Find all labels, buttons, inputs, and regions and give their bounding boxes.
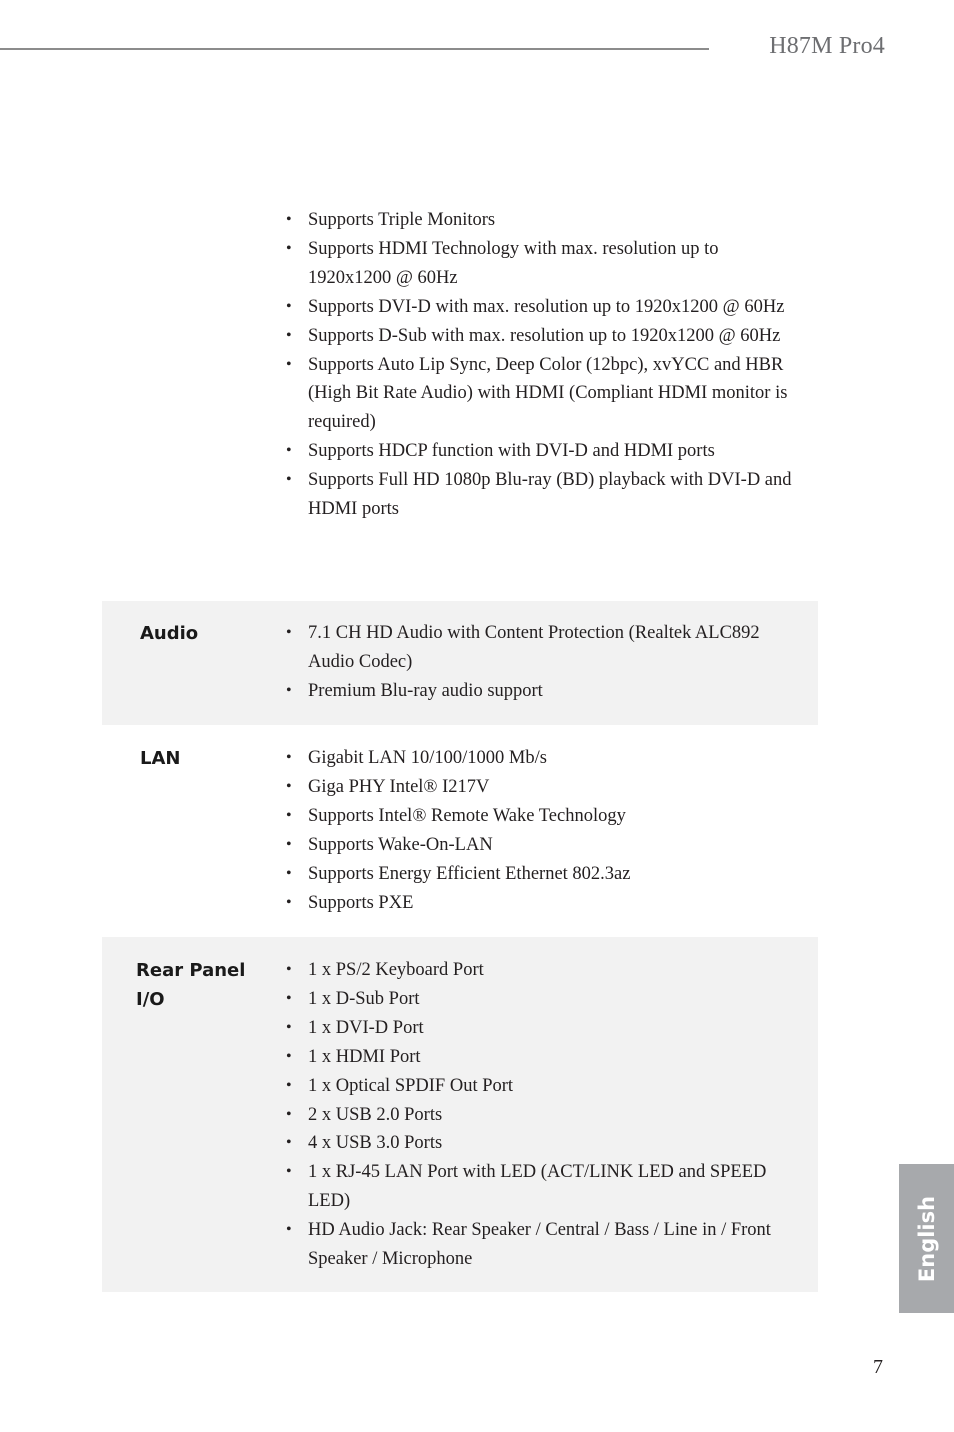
section-rear-panel-io [102,937,818,1292]
section-audio [102,601,818,725]
list-item: • Gigabit LAN 10/100/1000 Mb/s [286,744,796,773]
list-item: • Supports HDCP function with DVI-D and HDMI ports [286,437,796,466]
section-label-line: Rear Panel [136,960,246,981]
list-item: • 4 x USB 3.0 Ports [286,1129,796,1158]
list-item: • 1 x Optical SPDIF Out Port [286,1072,796,1101]
section-label-line: I/O [136,989,165,1010]
bullet-list-lan [286,744,796,917]
bullet-list-audio [286,619,796,706]
list-item: • 7.1 CH HD Audio with Content Protection (Realtek ALC892 Audio Codec) [286,619,796,677]
language-tab [899,1164,954,1313]
list-item: • 1 x RJ-45 LAN Port with LED (ACT/LINK LED and SPEED LED) [286,1158,796,1216]
list-item: • 1 x DVI-D Port [286,1014,796,1043]
section-label-lan: LAN [140,748,181,769]
page-number: 7 [873,1356,883,1378]
list-item: • Supports DVI-D with max. resolution up to 1920x1200 @ 60Hz [286,293,796,322]
section-label-audio: Audio [140,623,199,644]
list-item: • Supports HDMI Technology with max. resolution up to 1920x1200 @ 60Hz [286,235,796,293]
list-item: • Premium Blu-ray audio support [286,677,796,706]
bullet-list-graphics [286,206,796,524]
list-item: • 2 x USB 2.0 Ports [286,1101,796,1130]
section-lan [102,725,818,937]
list-item: • Supports Energy Efficient Ethernet 802.3az [286,860,796,889]
list-item: • Supports D-Sub with max. resolution up to 1920x1200 @ 60Hz [286,322,796,351]
list-item: • Giga PHY Intel® I217V [286,773,796,802]
header-rule [0,48,709,50]
list-item: • 1 x HDMI Port [286,1043,796,1072]
list-item: • 1 x PS/2 Keyboard Port [286,956,796,985]
list-item: • Supports PXE [286,889,796,918]
section-label-rear-panel-io [136,956,245,1014]
list-item: • HD Audio Jack: Rear Speaker / Central / Bass / Line in / Front Speaker / Microphone [286,1216,796,1274]
list-item: • 1 x D-Sub Port [286,985,796,1014]
list-item: • Supports Triple Monitors [286,206,796,235]
list-item: • Supports Wake-On-LAN [286,831,796,860]
language-tab-label: English [914,1195,939,1282]
page-header-title: H87M Pro4 [769,33,885,59]
section-graphics [102,206,818,601]
list-item: • Supports Intel® Remote Wake Technology [286,802,796,831]
list-item: • Supports Full HD 1080p Blu-ray (BD) playback with DVI-D and HDMI ports [286,466,796,524]
bullet-list-rear-panel-io [286,956,796,1274]
list-item: • Supports Auto Lip Sync, Deep Color (12bpc), xvYCC and HBR (High Bit Rate Audio) with HDMI (Compliant HDMI monitor is required) [286,351,796,438]
